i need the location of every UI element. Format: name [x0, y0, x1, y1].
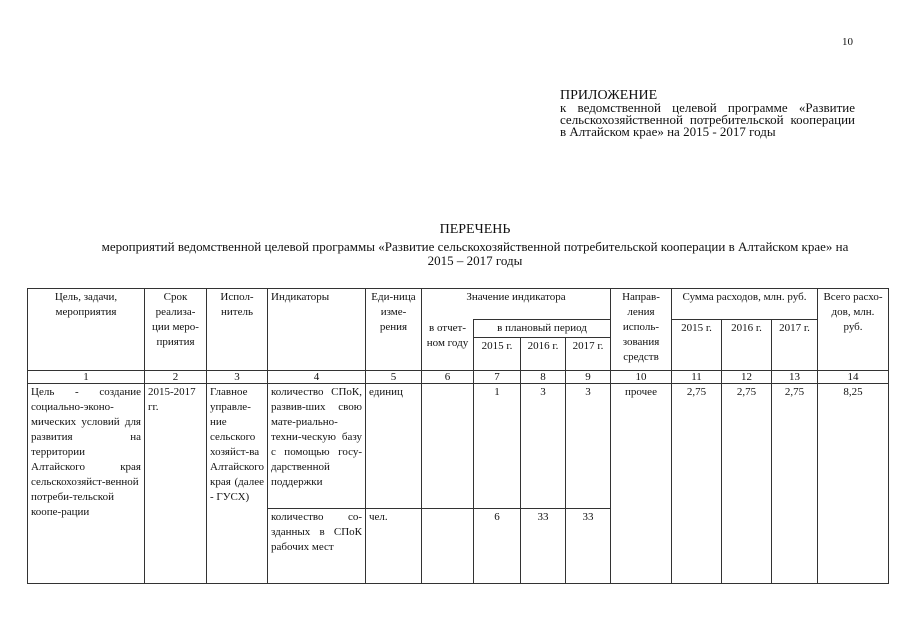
header-year-2015: 2015 г. [474, 338, 521, 371]
indicator-2016: 3 [521, 384, 566, 509]
expense-2016-cell: 2,75 [722, 384, 772, 584]
header-expense-2016: 2016 г. [722, 320, 772, 371]
column-number: 7 [474, 371, 521, 384]
column-number: 13 [772, 371, 818, 384]
document-title: ПЕРЕЧЕНЬ [439, 222, 511, 237]
header-term: Срок реализа-ции меро-приятия [145, 289, 207, 371]
indicator-2015: 1 [474, 384, 521, 509]
column-number-row [28, 371, 889, 384]
column-number: 11 [672, 371, 722, 384]
expense-2015-cell: 2,75 [672, 384, 722, 584]
appendix-block [560, 90, 855, 138]
column-number: 8 [521, 371, 566, 384]
indicator-reporting [422, 509, 474, 584]
indicator-name: количество СПоК, развив-ших свою мате-риально-техни-ческую базу с помощью госу-дарственной поддержки [268, 384, 366, 509]
header-planned-period: в плановый период [474, 320, 611, 338]
indicator-unit: единиц [366, 384, 422, 509]
column-number: 6 [422, 371, 474, 384]
header-direction: Направ-ления исполь-зования средств [611, 289, 672, 371]
header-reporting-year: в отчет-ном году [422, 320, 474, 371]
indicator-2017: 3 [566, 384, 611, 509]
column-number: 14 [818, 371, 889, 384]
header-expense-2017: 2017 г. [772, 320, 818, 371]
term-cell: 2015-2017 гг. [145, 384, 207, 584]
indicator-name: количество со-зданных в СПоК рабочих мест [268, 509, 366, 584]
table-row [28, 384, 889, 509]
column-number: 12 [722, 371, 772, 384]
column-number: 1 [28, 371, 145, 384]
indicator-unit: чел. [366, 509, 422, 584]
indicator-2016: 33 [521, 509, 566, 584]
header-goal: Цель, задачи, мероприятия [28, 289, 145, 371]
column-number: 4 [268, 371, 366, 384]
appendix-text: к ведомственной целевой программе «Развитие сельскохозяйственной потребительской кооперации в Алтайском крае» на 2015 - 2017 годы [560, 100, 855, 139]
direction-cell: прочее [611, 384, 672, 584]
header-unit: Еди-ница изме-рения [366, 289, 422, 371]
appendix-title: ПРИЛОЖЕНИЕ [560, 88, 658, 103]
header-row [28, 289, 889, 320]
executor-cell: Главное управле-ние сельского хозяйст-ва Алтайского края (далее - ГУСХ) [207, 384, 268, 584]
column-number: 3 [207, 371, 268, 384]
header-indicators: Индикаторы [268, 289, 366, 371]
header-year-2017: 2017 г. [566, 338, 611, 371]
header-indicator-value: Значение индикатора [422, 289, 611, 320]
header-expenses: Сумма расходов, млн. руб. [672, 289, 818, 320]
column-number: 5 [366, 371, 422, 384]
document-subtitle: мероприятий ведомственной целевой программы «Развитие сельскохозяйственной потребительской кооперации в Алтайском крае» на 2015 – 2017 годы [101, 239, 849, 268]
column-number: 10 [611, 371, 672, 384]
column-number: 2 [145, 371, 207, 384]
page-number: 10 [842, 36, 853, 48]
indicator-2017: 33 [566, 509, 611, 584]
measures-table [27, 288, 889, 584]
indicator-reporting [422, 384, 474, 509]
total-cell: 8,25 [818, 384, 889, 584]
goal-cell: Цель - создание социально-эконо-мических условий для развития на территории Алтайского края сельскохозяйст-венной потреби-тельской коопе-рации [28, 384, 145, 584]
header-total: Всего расхо-дов, млн. руб. [818, 289, 889, 371]
header-expense-2015: 2015 г. [672, 320, 722, 371]
expense-2017-cell: 2,75 [772, 384, 818, 584]
indicator-2015: 6 [474, 509, 521, 584]
header-year-2016: 2016 г. [521, 338, 566, 371]
header-executor: Испол-нитель [207, 289, 268, 371]
column-number: 9 [566, 371, 611, 384]
